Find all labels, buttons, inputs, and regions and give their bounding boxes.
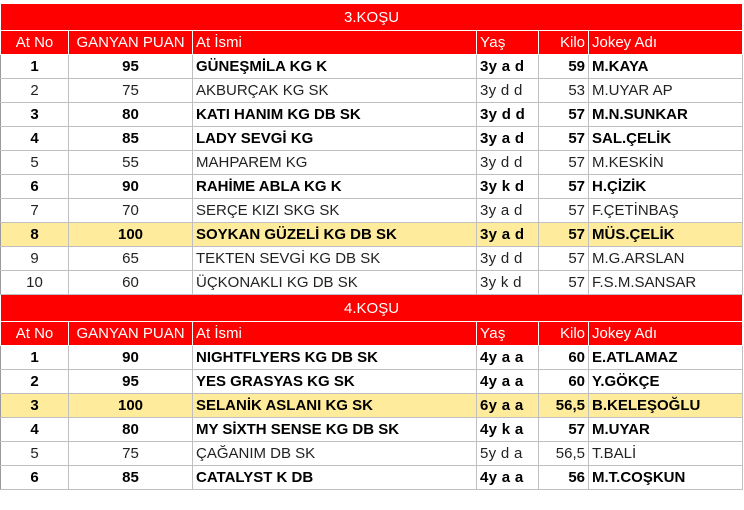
cell-ganyan-puan: 95 [69,55,193,79]
cell-at-ismi: LADY SEVGİ KG [193,127,477,151]
cell-ganyan-puan: 70 [69,199,193,223]
cell-jokey-adi: M.KAYA [589,55,743,79]
cell-ganyan-puan: 85 [69,466,193,490]
header-kilo: Kilo [539,322,589,346]
header-yas: Yaş [477,322,539,346]
cell-jokey-adi: SAL.ÇELİK [589,127,743,151]
cell-at-ismi: YES GRASYAS KG SK [193,370,477,394]
cell-at-no: 4 [1,127,69,151]
cell-at-ismi: TEKTEN SEVGİ KG DB SK [193,247,477,271]
cell-kilo: 60 [539,346,589,370]
race-title-row [1,4,743,31]
cell-at-ismi: SELANİK ASLANI KG SK [193,394,477,418]
table-row [1,370,743,394]
cell-jokey-adi: M.G.ARSLAN [589,247,743,271]
cell-ganyan-puan: 80 [69,418,193,442]
cell-ganyan-puan: 90 [69,175,193,199]
cell-at-no: 6 [1,175,69,199]
table-row [1,103,743,127]
table-row [1,442,743,466]
cell-at-ismi: ÇAĞANIM DB SK [193,442,477,466]
cell-at-ismi: MAHPAREM KG [193,151,477,175]
cell-kilo: 57 [539,223,589,247]
cell-yas: 4y k a [477,418,539,442]
cell-kilo: 57 [539,199,589,223]
cell-at-ismi: CATALYST K DB [193,466,477,490]
cell-ganyan-puan: 95 [69,370,193,394]
cell-at-ismi: SERÇE KIZI SKG SK [193,199,477,223]
race-title: 3.KOŞU [1,4,743,31]
table-row [1,127,743,151]
cell-yas: 5y d a [477,442,539,466]
cell-jokey-adi: M.KESKİN [589,151,743,175]
cell-ganyan-puan: 75 [69,79,193,103]
cell-kilo: 59 [539,55,589,79]
cell-yas: 6y a a [477,394,539,418]
cell-yas: 4y a a [477,466,539,490]
table-row [1,175,743,199]
cell-at-no: 1 [1,346,69,370]
header-at-ismi: At İsmi [193,322,477,346]
cell-ganyan-puan: 85 [69,127,193,151]
race-results-table [0,3,743,490]
table-row [1,199,743,223]
cell-at-ismi: MY SİXTH SENSE KG DB SK [193,418,477,442]
cell-yas: 3y d d [477,247,539,271]
cell-jokey-adi: F.S.M.SANSAR [589,271,743,295]
cell-ganyan-puan: 60 [69,271,193,295]
cell-kilo: 57 [539,127,589,151]
cell-at-ismi: ÜÇKONAKLI KG DB SK [193,271,477,295]
cell-ganyan-puan: 90 [69,346,193,370]
cell-at-no: 8 [1,223,69,247]
cell-jokey-adi: E.ATLAMAZ [589,346,743,370]
race-title: 4.KOŞU [1,295,743,322]
cell-kilo: 56,5 [539,394,589,418]
cell-at-no: 9 [1,247,69,271]
cell-ganyan-puan: 100 [69,394,193,418]
table-row [1,247,743,271]
cell-yas: 3y d d [477,151,539,175]
cell-jokey-adi: T.BALİ [589,442,743,466]
cell-at-ismi: NIGHTFLYERS KG DB SK [193,346,477,370]
cell-at-no: 2 [1,79,69,103]
cell-jokey-adi: MÜS.ÇELİK [589,223,743,247]
cell-jokey-adi: M.N.SUNKAR [589,103,743,127]
header-jokey-adi: Jokey Adı [589,31,743,55]
cell-at-no: 6 [1,466,69,490]
header-kilo: Kilo [539,31,589,55]
table-row [1,271,743,295]
cell-yas: 3y k d [477,271,539,295]
cell-at-no: 2 [1,370,69,394]
table-row [1,223,743,247]
table-row [1,346,743,370]
cell-kilo: 57 [539,175,589,199]
cell-jokey-adi: M.UYAR AP [589,79,743,103]
cell-ganyan-puan: 100 [69,223,193,247]
cell-jokey-adi: M.T.COŞKUN [589,466,743,490]
cell-at-no: 10 [1,271,69,295]
table-row [1,55,743,79]
cell-kilo: 56 [539,466,589,490]
cell-kilo: 56,5 [539,442,589,466]
header-ganyan-puan: GANYAN PUAN [69,322,193,346]
cell-at-no: 1 [1,55,69,79]
cell-at-ismi: GÜNEŞMİLA KG K [193,55,477,79]
cell-ganyan-puan: 65 [69,247,193,271]
header-jokey-adi: Jokey Adı [589,322,743,346]
header-at-no: At No [1,322,69,346]
cell-yas: 3y a d [477,127,539,151]
cell-at-no: 5 [1,151,69,175]
cell-at-no: 3 [1,103,69,127]
cell-yas: 3y a d [477,55,539,79]
header-row [1,322,743,346]
cell-at-ismi: AKBURÇAK KG SK [193,79,477,103]
header-ganyan-puan: GANYAN PUAN [69,31,193,55]
cell-kilo: 57 [539,151,589,175]
cell-jokey-adi: B.KELEŞOĞLU [589,394,743,418]
cell-yas: 4y a a [477,346,539,370]
cell-kilo: 57 [539,103,589,127]
cell-jokey-adi: H.ÇİZİK [589,175,743,199]
table-row [1,466,743,490]
table-row [1,394,743,418]
cell-at-no: 5 [1,442,69,466]
table-row [1,79,743,103]
cell-jokey-adi: F.ÇETİNBAŞ [589,199,743,223]
cell-at-ismi: RAHİME ABLA KG K [193,175,477,199]
cell-jokey-adi: M.UYAR [589,418,743,442]
cell-yas: 3y a d [477,223,539,247]
cell-yas: 3y d d [477,79,539,103]
cell-yas: 3y a d [477,199,539,223]
cell-kilo: 57 [539,247,589,271]
header-at-ismi: At İsmi [193,31,477,55]
cell-yas: 3y d d [477,103,539,127]
cell-at-no: 4 [1,418,69,442]
header-yas: Yaş [477,31,539,55]
header-row [1,31,743,55]
cell-ganyan-puan: 75 [69,442,193,466]
cell-at-ismi: SOYKAN GÜZELİ KG DB SK [193,223,477,247]
table-row [1,418,743,442]
table-body [1,4,743,490]
cell-at-no: 3 [1,394,69,418]
cell-jokey-adi: Y.GÖKÇE [589,370,743,394]
header-at-no: At No [1,31,69,55]
cell-at-no: 7 [1,199,69,223]
table-row [1,151,743,175]
cell-ganyan-puan: 55 [69,151,193,175]
cell-kilo: 57 [539,418,589,442]
cell-kilo: 53 [539,79,589,103]
race-title-row [1,295,743,322]
cell-kilo: 57 [539,271,589,295]
cell-ganyan-puan: 80 [69,103,193,127]
cell-kilo: 60 [539,370,589,394]
cell-yas: 3y k d [477,175,539,199]
cell-at-ismi: KATI HANIM KG DB SK [193,103,477,127]
cell-yas: 4y a a [477,370,539,394]
